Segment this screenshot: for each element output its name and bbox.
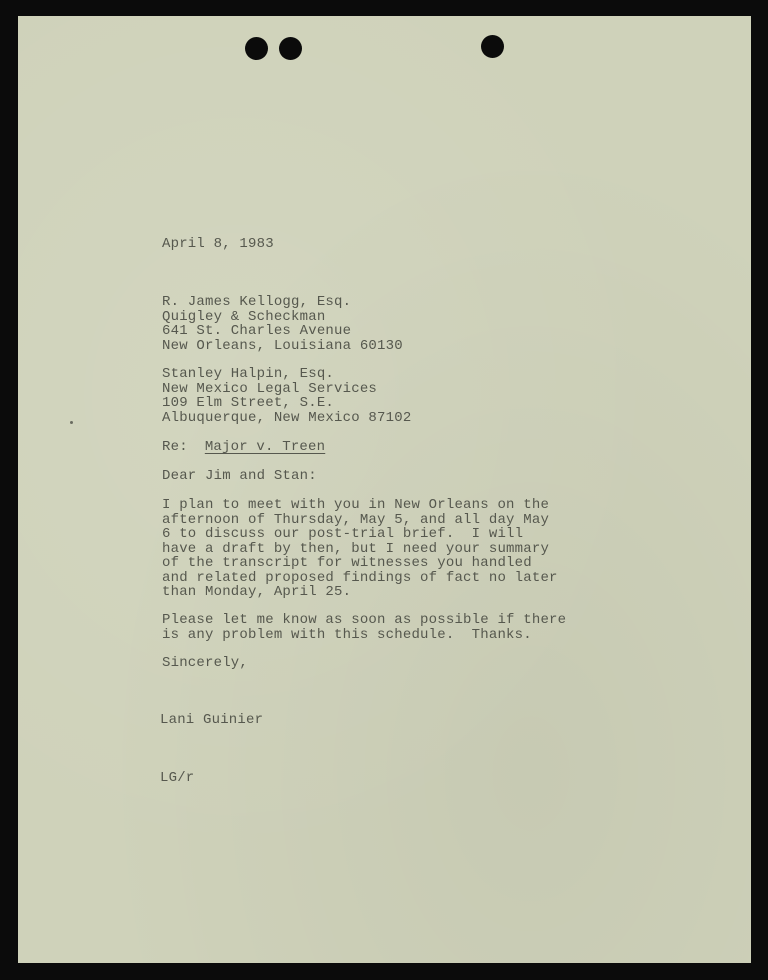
closing: Sincerely, <box>162 655 249 671</box>
address-line: 109 Elm Street, S.E. <box>162 395 335 411</box>
address-line: New Orleans, Louisiana 60130 <box>162 337 403 354</box>
re-line <box>162 440 325 455</box>
address-line: R. James Kellogg, Esq. <box>162 294 352 310</box>
paragraph-line: I plan to meet with you in New Orleans on the <box>162 497 550 513</box>
salutation: Dear Jim and Stan: <box>162 468 317 484</box>
paragraph-line: Please let me know as soon as possible if there <box>162 612 567 628</box>
re-subject: Major v. Treen <box>204 439 326 455</box>
paragraph-line: than Monday, April 25. <box>162 584 352 600</box>
body-paragraph-2 <box>162 613 566 642</box>
punch-hole <box>481 35 504 58</box>
re-label: Re: <box>162 439 188 455</box>
speck <box>70 421 73 424</box>
paragraph-line: and related proposed findings of fact no later <box>162 569 558 586</box>
address-line: Stanley Halpin, Esq. <box>162 366 335 382</box>
address-line: New Mexico Legal Services <box>162 380 378 397</box>
paragraph-line: 6 to discuss our post-trial brief. I will <box>162 526 524 542</box>
punch-hole <box>279 37 302 60</box>
body-paragraph-1 <box>162 498 558 600</box>
recipient-address-1 <box>162 295 403 353</box>
address-line: 641 St. Charles Avenue <box>162 323 352 339</box>
paragraph-line: is any problem with this schedule. Thanks. <box>162 626 532 643</box>
letter-page <box>18 16 751 963</box>
punch-hole <box>245 37 268 60</box>
paragraph-line: of the transcript for witnesses you handled <box>162 555 532 571</box>
typist-initials: LG/r <box>160 770 195 786</box>
address-line: Quigley & Scheckman <box>162 308 326 325</box>
paragraph-line: afternoon of Thursday, May 5, and all day May <box>162 511 550 528</box>
signature-name: Lani Guinier <box>160 712 264 728</box>
recipient-address-2 <box>162 367 411 425</box>
paragraph-line: have a draft by then, but I need your summary <box>162 540 550 557</box>
letter-date: April 8, 1983 <box>162 236 274 252</box>
address-line: Albuquerque, New Mexico 87102 <box>162 409 412 426</box>
